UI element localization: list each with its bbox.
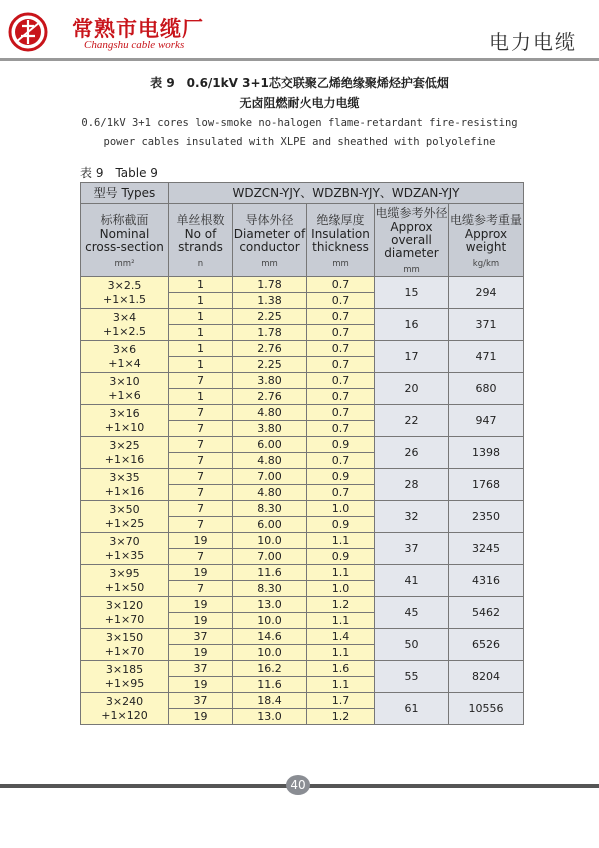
company-name-cn: 常熟市电缆厂 xyxy=(72,16,204,41)
weight-cell: 4316 xyxy=(449,565,524,597)
overall-diameter-cell: 50 xyxy=(375,629,449,661)
overall-diameter-cell: 16 xyxy=(375,309,449,341)
insulation-cell: 0.7 xyxy=(307,341,375,357)
strands-cell: 37 xyxy=(169,693,233,709)
weight-cell: 10556 xyxy=(449,693,524,725)
strands-cell: 7 xyxy=(169,437,233,453)
table-row xyxy=(81,629,524,645)
insulation-cell: 1.7 xyxy=(307,693,375,709)
conductor-diameter-cell: 3.80 xyxy=(233,373,307,389)
weight-cell: 5462 xyxy=(449,597,524,629)
strands-cell: 1 xyxy=(169,325,233,341)
conductor-diameter-cell: 11.6 xyxy=(233,565,307,581)
types-value: WDZCN-YJY、WDZBN-YJY、WDZAN-YJY xyxy=(169,183,524,204)
strands-cell: 19 xyxy=(169,613,233,629)
types-row xyxy=(81,183,524,204)
insulation-cell: 1.2 xyxy=(307,709,375,725)
types-label: 型号 Types xyxy=(81,183,169,204)
strands-cell: 1 xyxy=(169,293,233,309)
conductor-diameter-cell: 6.00 xyxy=(233,437,307,453)
insulation-cell: 0.7 xyxy=(307,373,375,389)
overall-diameter-cell: 32 xyxy=(375,501,449,533)
weight-cell: 1768 xyxy=(449,469,524,501)
strands-cell: 19 xyxy=(169,709,233,725)
company-name-en: Changshu cable works xyxy=(84,39,185,51)
conductor-diameter-cell: 7.00 xyxy=(233,549,307,565)
weight-cell: 6526 xyxy=(449,629,524,661)
weight-cell: 1398 xyxy=(449,437,524,469)
section-cell: 3×185 +1×95 xyxy=(81,661,169,693)
strands-cell: 1 xyxy=(169,309,233,325)
col-header-conductor-diameter: 导体外径 Diameter of conductor mm xyxy=(233,204,307,277)
overall-diameter-cell: 22 xyxy=(375,405,449,437)
header-divider xyxy=(0,58,599,61)
conductor-diameter-cell: 10.0 xyxy=(233,645,307,661)
strands-cell: 19 xyxy=(169,597,233,613)
table-row xyxy=(81,277,524,293)
insulation-cell: 1.6 xyxy=(307,661,375,677)
conductor-diameter-cell: 6.00 xyxy=(233,517,307,533)
overall-diameter-cell: 17 xyxy=(375,341,449,373)
section-cell: 3×50 +1×25 xyxy=(81,501,169,533)
strands-cell: 37 xyxy=(169,661,233,677)
conductor-diameter-cell: 11.6 xyxy=(233,677,307,693)
insulation-cell: 1.4 xyxy=(307,629,375,645)
insulation-cell: 0.7 xyxy=(307,405,375,421)
section-cell: 3×2.5 +1×1.5 xyxy=(81,277,169,309)
table-row xyxy=(81,469,524,485)
insulation-cell: 1.1 xyxy=(307,645,375,661)
overall-diameter-cell: 41 xyxy=(375,565,449,597)
conductor-diameter-cell: 1.78 xyxy=(233,325,307,341)
section-cell: 3×4 +1×2.5 xyxy=(81,309,169,341)
strands-cell: 19 xyxy=(169,677,233,693)
strands-cell: 19 xyxy=(169,565,233,581)
overall-diameter-cell: 37 xyxy=(375,533,449,565)
conductor-diameter-cell: 4.80 xyxy=(233,485,307,501)
conductor-diameter-cell: 1.78 xyxy=(233,277,307,293)
conductor-diameter-cell: 10.0 xyxy=(233,613,307,629)
insulation-cell: 0.7 xyxy=(307,325,375,341)
strands-cell: 7 xyxy=(169,501,233,517)
table-row xyxy=(81,661,524,677)
section-cell: 3×95 +1×50 xyxy=(81,565,169,597)
insulation-cell: 0.7 xyxy=(307,277,375,293)
insulation-cell: 0.7 xyxy=(307,293,375,309)
table-row xyxy=(81,501,524,517)
weight-cell: 471 xyxy=(449,341,524,373)
weight-cell: 947 xyxy=(449,405,524,437)
conductor-diameter-cell: 8.30 xyxy=(233,581,307,597)
insulation-cell: 0.7 xyxy=(307,485,375,501)
strands-cell: 1 xyxy=(169,389,233,405)
conductor-diameter-cell: 2.25 xyxy=(233,309,307,325)
insulation-cell: 1.0 xyxy=(307,581,375,597)
insulation-cell: 1.1 xyxy=(307,613,375,629)
insulation-cell: 0.7 xyxy=(307,309,375,325)
insulation-cell: 0.7 xyxy=(307,453,375,469)
title-en-line2: power cables insulated with XLPE and sheathed with polyolefine xyxy=(103,136,496,148)
conductor-diameter-cell: 2.25 xyxy=(233,357,307,373)
insulation-cell: 0.9 xyxy=(307,517,375,533)
title-cn-line2: 无卤阻燃耐火电力电缆 xyxy=(239,96,360,110)
strands-cell: 7 xyxy=(169,469,233,485)
conductor-diameter-cell: 2.76 xyxy=(233,389,307,405)
insulation-cell: 0.7 xyxy=(307,357,375,373)
table-row xyxy=(81,533,524,549)
strands-cell: 19 xyxy=(169,533,233,549)
page-number: 40 xyxy=(286,775,310,795)
overall-diameter-cell: 45 xyxy=(375,597,449,629)
overall-diameter-cell: 28 xyxy=(375,469,449,501)
overall-diameter-cell: 20 xyxy=(375,373,449,405)
table-row xyxy=(81,597,524,613)
insulation-cell: 0.9 xyxy=(307,549,375,565)
strands-cell: 7 xyxy=(169,549,233,565)
overall-diameter-cell: 26 xyxy=(375,437,449,469)
table-row xyxy=(81,373,524,389)
page-header xyxy=(0,0,599,64)
weight-cell: 294 xyxy=(449,277,524,309)
title-en-line1: 0.6/1kV 3+1 cores low-smoke no-halogen flame-retardant fire-resisting xyxy=(81,117,518,129)
section-cell: 3×70 +1×35 xyxy=(81,533,169,565)
conductor-diameter-cell: 8.30 xyxy=(233,501,307,517)
section-cell: 3×16 +1×10 xyxy=(81,405,169,437)
insulation-cell: 1.2 xyxy=(307,597,375,613)
strands-cell: 19 xyxy=(169,645,233,661)
insulation-cell: 1.1 xyxy=(307,533,375,549)
weight-cell: 8204 xyxy=(449,661,524,693)
section-cell: 3×6 +1×4 xyxy=(81,341,169,373)
conductor-diameter-cell: 7.00 xyxy=(233,469,307,485)
weight-cell: 680 xyxy=(449,373,524,405)
title-cn-line1: 表 9 0.6/1kV 3+1芯交联聚乙烯绝缘聚烯烃护套低烟 xyxy=(150,76,449,90)
insulation-cell: 1.0 xyxy=(307,501,375,517)
category-title: 电力电缆 xyxy=(489,30,577,54)
table-row xyxy=(81,437,524,453)
spec-table xyxy=(80,182,524,725)
insulation-cell: 1.1 xyxy=(307,677,375,693)
conductor-diameter-cell: 13.0 xyxy=(233,597,307,613)
strands-cell: 1 xyxy=(169,357,233,373)
overall-diameter-cell: 55 xyxy=(375,661,449,693)
document-title xyxy=(0,74,599,150)
strands-cell: 37 xyxy=(169,629,233,645)
strands-cell: 7 xyxy=(169,373,233,389)
strands-cell: 7 xyxy=(169,453,233,469)
table-row xyxy=(81,309,524,325)
insulation-cell: 1.1 xyxy=(307,565,375,581)
strands-cell: 7 xyxy=(169,485,233,501)
strands-cell: 7 xyxy=(169,581,233,597)
overall-diameter-cell: 15 xyxy=(375,277,449,309)
table-row xyxy=(81,341,524,357)
strands-cell: 1 xyxy=(169,277,233,293)
strands-cell: 1 xyxy=(169,341,233,357)
conductor-diameter-cell: 3.80 xyxy=(233,421,307,437)
column-header-row xyxy=(81,204,524,277)
weight-cell: 2350 xyxy=(449,501,524,533)
strands-cell: 7 xyxy=(169,517,233,533)
weight-cell: 371 xyxy=(449,309,524,341)
insulation-cell: 0.7 xyxy=(307,421,375,437)
conductor-diameter-cell: 14.6 xyxy=(233,629,307,645)
company-logo-icon xyxy=(8,12,48,52)
col-header-section: 标称截面 Nominal cross-section mm² xyxy=(81,204,169,277)
section-cell: 3×35 +1×16 xyxy=(81,469,169,501)
col-header-strands: 单丝根数 No of strands n xyxy=(169,204,233,277)
insulation-cell: 0.9 xyxy=(307,469,375,485)
overall-diameter-cell: 61 xyxy=(375,693,449,725)
col-header-insulation: 绝缘厚度 Insulation thickness mm xyxy=(307,204,375,277)
insulation-cell: 0.7 xyxy=(307,389,375,405)
conductor-diameter-cell: 4.80 xyxy=(233,453,307,469)
strands-cell: 7 xyxy=(169,421,233,437)
conductor-diameter-cell: 18.4 xyxy=(233,693,307,709)
conductor-diameter-cell: 4.80 xyxy=(233,405,307,421)
table-row xyxy=(81,405,524,421)
table-caption: 表 9 Table 9 xyxy=(80,166,158,180)
col-header-overall-diameter: 电缆参考外径 Approx overall diameter mm xyxy=(375,204,449,277)
section-cell: 3×25 +1×16 xyxy=(81,437,169,469)
section-cell: 3×240 +1×120 xyxy=(81,693,169,725)
conductor-diameter-cell: 1.38 xyxy=(233,293,307,309)
table-row xyxy=(81,693,524,709)
weight-cell: 3245 xyxy=(449,533,524,565)
section-cell: 3×150 +1×70 xyxy=(81,629,169,661)
conductor-diameter-cell: 10.0 xyxy=(233,533,307,549)
table-row xyxy=(81,565,524,581)
conductor-diameter-cell: 16.2 xyxy=(233,661,307,677)
strands-cell: 7 xyxy=(169,405,233,421)
col-header-weight: 电缆参考重量 Approx weight kg/km xyxy=(449,204,524,277)
conductor-diameter-cell: 2.76 xyxy=(233,341,307,357)
section-cell: 3×120 +1×70 xyxy=(81,597,169,629)
conductor-diameter-cell: 13.0 xyxy=(233,709,307,725)
section-cell: 3×10 +1×6 xyxy=(81,373,169,405)
insulation-cell: 0.9 xyxy=(307,437,375,453)
